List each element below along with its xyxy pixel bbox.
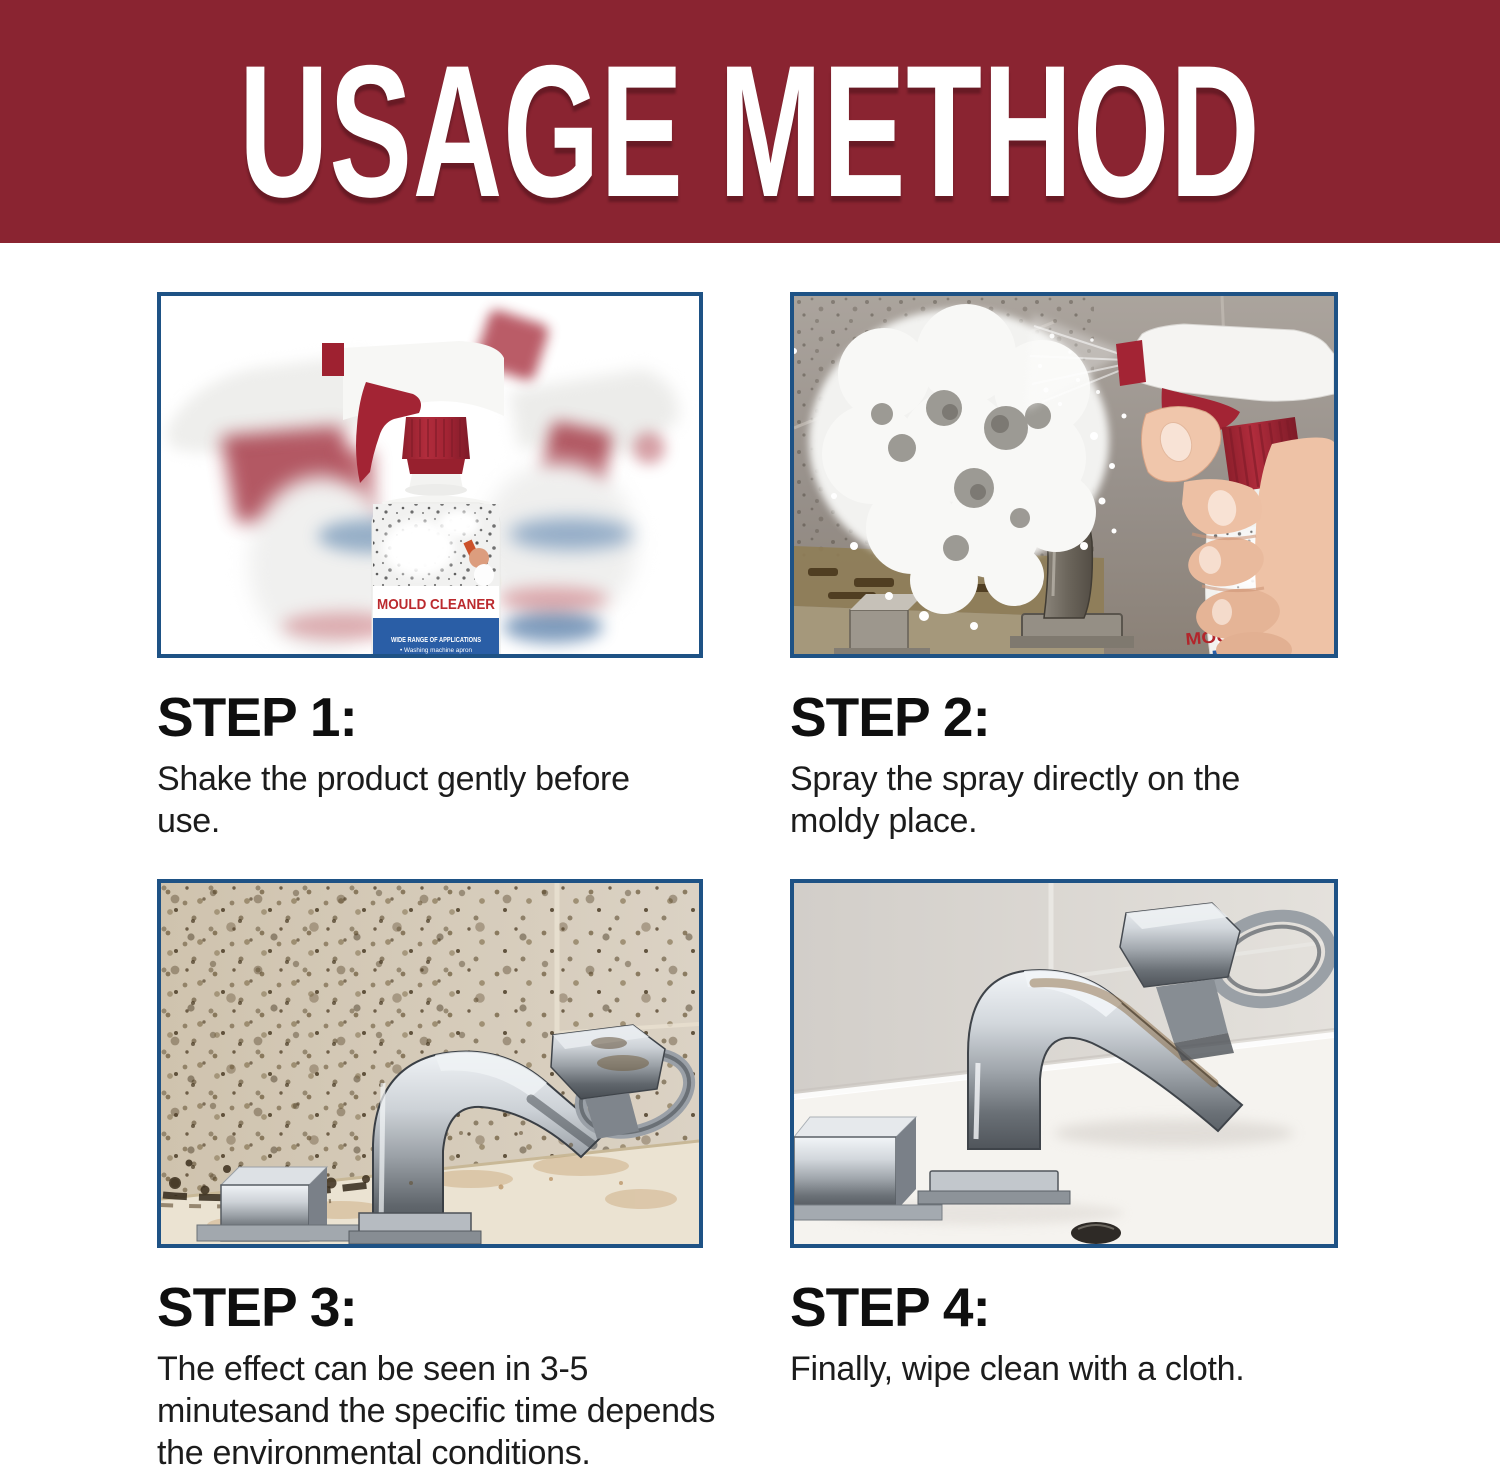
step-4-label: STEP 4:	[790, 1276, 990, 1338]
steps-row-top	[157, 292, 1500, 842]
steps-row-bottom	[157, 879, 1500, 1474]
step-2-image	[790, 292, 1338, 658]
bottle-label-mold-photo	[373, 504, 499, 586]
step-3	[157, 879, 716, 1474]
step-3-description	[157, 1348, 817, 1474]
step-2	[790, 292, 1338, 842]
bottle-label-title: MOULD CLEANER	[377, 596, 496, 613]
step-description-line: moldy place.	[790, 802, 978, 840]
bottle-label-tagline: WIDE RANGE OF APPLICATIONS	[391, 635, 482, 644]
page-title: USAGE METHOD	[239, 25, 1261, 236]
cap-ribs	[412, 419, 460, 457]
step-1-image	[157, 292, 703, 658]
clean-faucet-illustration	[794, 883, 1334, 1244]
step-1	[157, 292, 703, 842]
step-1-label: STEP 1:	[157, 686, 357, 748]
step-4-image	[790, 879, 1338, 1248]
step-3-label: STEP 3:	[157, 1276, 357, 1338]
step-4-description	[790, 1348, 1450, 1390]
step-description-line: The effect can be seen in 3-5	[157, 1350, 589, 1388]
cube-handle	[850, 610, 908, 654]
sprayer-nozzle-tab	[322, 343, 344, 376]
sprayer-nozzle	[1116, 340, 1146, 386]
shaking-bottle-illustration	[161, 296, 699, 654]
spraying-foam-illustration	[794, 296, 1334, 654]
step-description-line: Finally, wipe clean with a cloth.	[790, 1350, 1245, 1388]
step-description-line: Shake the product gently before	[157, 760, 630, 798]
step-1-description	[157, 758, 817, 842]
moldy-faucet-illustration	[161, 883, 699, 1244]
header-banner	[0, 0, 1500, 243]
drain-stopper	[1071, 1222, 1121, 1244]
step-2-label: STEP 2:	[790, 686, 990, 748]
usage-steps	[0, 243, 1500, 1474]
step-4	[790, 879, 1338, 1474]
step-description-line: the environmental conditions.	[157, 1434, 591, 1472]
step-3-image	[157, 879, 703, 1248]
step-description-line: minutesand the specific time depends	[157, 1392, 716, 1430]
step-description-line: use.	[157, 802, 221, 840]
step-2-description	[790, 758, 1450, 842]
bottle-label-bullet: • Washing machine apron	[400, 647, 473, 654]
step-description-line: Spray the spray directly on the	[790, 760, 1240, 798]
